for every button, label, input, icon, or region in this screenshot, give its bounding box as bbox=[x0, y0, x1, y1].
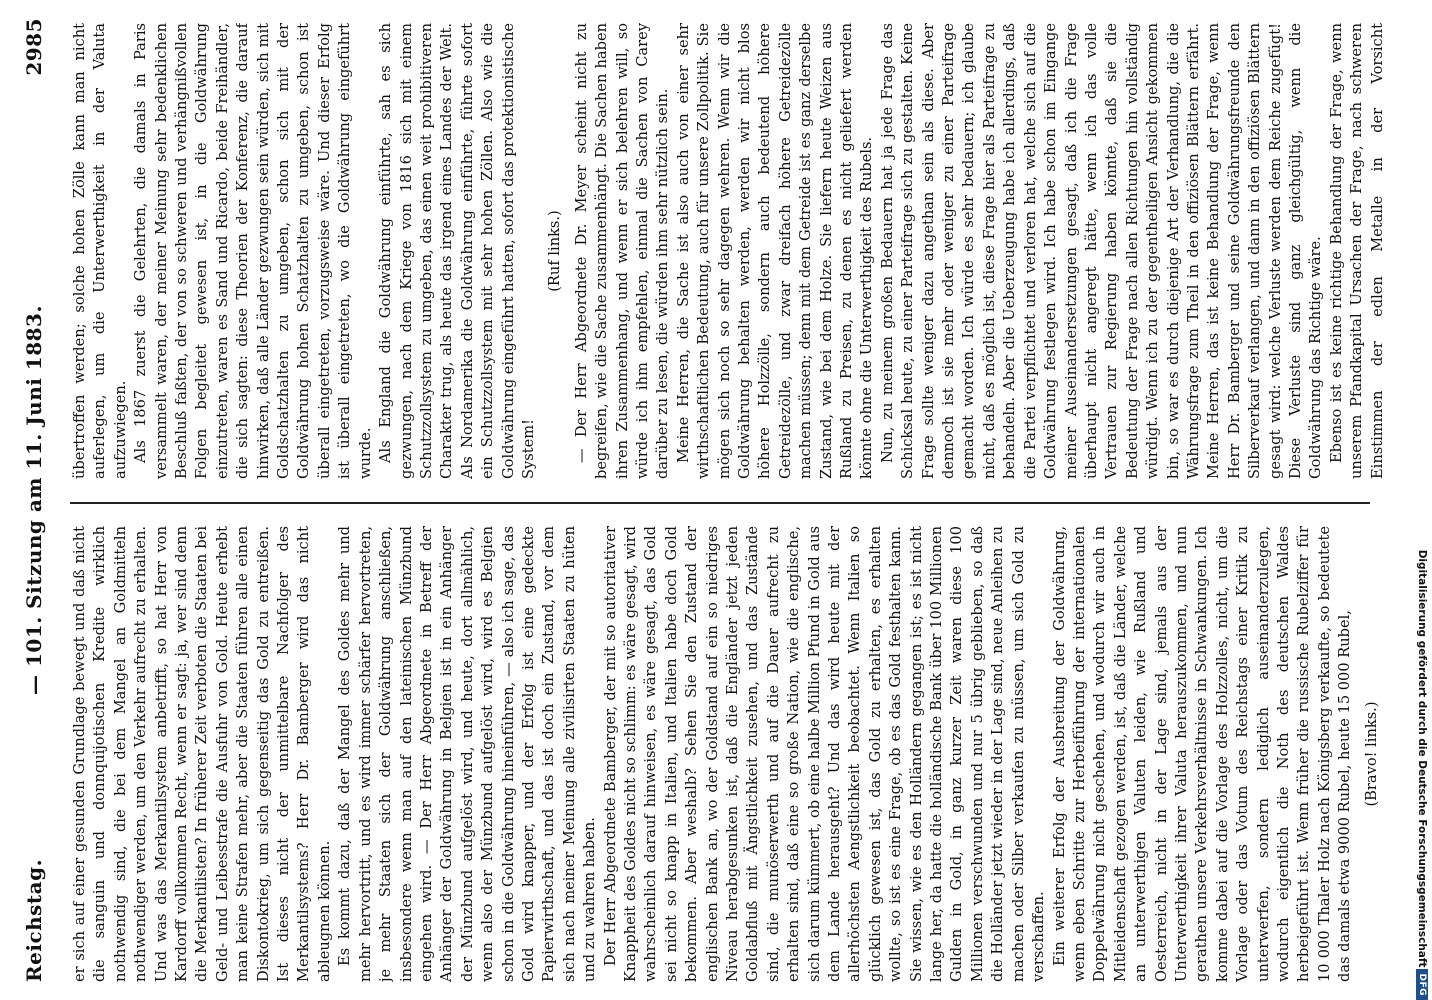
left-paragraph bbox=[1388, 526, 1390, 982]
funding-text: Digitalisierung gefördert durch die Deutsche Forschungsgemeinschaft bbox=[1416, 549, 1428, 968]
left-column bbox=[70, 526, 1390, 982]
right-interjection: (Ruf links.) bbox=[546, 210, 564, 292]
funding-banner bbox=[1412, 0, 1432, 1000]
header-title: Reichstag. bbox=[22, 858, 46, 982]
right-paragraph: Ebenso ist es keine richtige Behandlung der Frage, wenn unserem Pfandkapital Ursachen der Frage, nach schweren Einstimmen der edlen Metalle in der Vorsicht bbox=[1327, 23, 1386, 479]
right-paragraph: übertroffen werden; solche hohen Zölle kann man nicht auferlegen, um die Unterwerthigkeit in der Valuta aufzuwiegen. bbox=[71, 23, 129, 479]
right-paragraph: Als 1867 zuerst die Gelehrten, die damals in Paris versammelt waren, der meiner Meinung sehr bedenklichen Beschluß faßten, der von so schweren und verhängnißvollen Folgen begleitet gewesen ist, in die Goldwährung einzutreten, waren es Sand und Ricardo, beide Freihändler, die sich sagten: diese Theorien der Konferenz, die darauf hinwirken, daß alle Länder gezwungen sein würden, sich mit Goldschatzhalten zu umgeben, schon sich mit der Goldwährung hohen Schatzhalten zu umgeben, schon ist überall eingetreten, vorzugsweise wäre. Und dieser Erfolg ist überall eingetreten, wo die Goldwährung eingeführt wurde. bbox=[132, 23, 374, 479]
right-paragraph: Nun, zu meinem großen Bedauern hat ja jede Frage das Schicksal heute, zu einer Parteifrage sich zu gestalten. Keine Frage sollte weniger dazu angethan sein als diese. Aber dennoch ist sie mehr oder weniger zu einer Parteifrage gemacht worden. Ich würde es sehr bedauern; ich glaube nicht, daß es möglich ist, diese Frage hier als Parteifrage zu behandeln. Aber die Ueberzeugung habe ich allerdings, daß die Partei verpflichtet und verloren hat, welche sich auf die Goldwährung festlegen wird. Ich habe schon im Eingange meiner Auseinandersetzungen gesagt, daß ich die Frage überhaupt nicht angeregt hätte, wenn ich das volle Vertrauen zur Regierung haben könnte, daß sie die Bedeutung der Frage nach allen Richtungen hin vollständig würdigt. Wenn ich zu der gegentheiligen Ansicht gekommen bin, so war es durch diejenige Art der Verhandlung, die die Währungsfrage zum Theil in den offiziösen Blättern erfährt. Meine Herren, das ist keine Behandlung der Frage, wenn Herr Dr. Bamberger und seine Goldwährungsfreunde den Silberverkauf verlangen, und dann in den offiziösen Blättern gesagt wird: welche Verluste werden dem Reiche zugefügt! Diese Verluste sind ganz gleichgültig, wenn die Goldwährung das Richtige wäre. bbox=[878, 23, 1325, 479]
header-page-number: 2985 bbox=[22, 18, 46, 76]
right-paragraph: — Der Herr Abgeordnete Dr. Meyer scheint nicht zu begreifen, wie die Sache zusammenhängt. Die Sachen haben ihren Zusammenhang, und wenn er sich belehren will, so würde ich ihm empfehlen, einmal die Sachen von Carey darüber zu lesen, die würden ihm sehr nützlich sein. bbox=[572, 23, 672, 479]
page-header bbox=[22, 18, 56, 982]
left-interjection: (Bravo! links.) bbox=[1362, 701, 1380, 807]
right-paragraph: Als England die Goldwährung einführte, sah es sich gezwungen, nach dem Kriege von 1816 sich mit einem Schutzzollsystem zu umgeben, das einen weit prohibitiveren Charakter trug, als heute das irgend eines Landes der Welt. Als Nordamerika die Goldwährung einführte, führte sofort ein Schutzzollsystem mit sehr hohen Zöllen. Also wie die Goldwährung eingeführt hatten, sofort das protektionistische System! bbox=[377, 23, 537, 479]
header-session: — 101. Sitzung am 11. Juni 1883. bbox=[22, 305, 46, 695]
right-paragraph: Meine Herren, die Sache ist also auch von einer sehr wirthschaftlichen Bedeutung, auch für unsere Zollpolitik. Sie mögen sich noch so sehr dagegen wehren. Wenn wir die Goldwährung behalten werden, werden wir nicht blos höhere Holzzölle, sondern auch bedeutend höhere Getreidezölle, und zwar dreifach höhere Getreidezölle machen müssen; denn mit dem Getreide ist es ganz derselbe Zustand, wie bei dem Holze. Sie liefern heute Weizen aus Rußland zu Preisen, zu denen es nicht geliefert werden könnte ohne die Unterwerthigkeit des Rubels. bbox=[674, 23, 876, 479]
left-paragraph: Der Herr Abgeordnete Bamberger, der mit so autoritativer Knappheit des Goldes nicht so schlimm: es wäre gesagt, wird wahrscheinlich darauf hinweisen, es wäre gesagt, das Gold sei nicht so knapp in Italien, und Italien habe doch Gold bekommen. Aber weshalb? Sehen Sie den Zustand der englischen Bank an, wo der Goldstand auf ein so niedriges Niveau herabgesunken ist, daß die Engländer jetzt jeden Goldabfluß mit Ängstlichkeit zusehen, und das Zustände sind, die munöserwerth und auf die Dauer aufrecht zu erhalten sind, daß eine so große Nation, wie die englische, sich darum kümmert, ob eine halbe Million Pfund in Gold aus dem Lande herausgeht? Und das wird heute mit der allerhöchsten Aengstlichkeit beobachtet. Wenn Italien so glücklich gewesen ist, das Gold zu erhalten, es erhalten wollte, so ist es eine Frage, ob es das Gold festhalten kann. Sie wissen, wie es den Holländern gegangen ist; es ist nicht lange her, da hatte die holländische Bank über 100 Millionen Gulden in Gold, in ganz kurzer Zeit waren diese 100 Millionen verschwunden und nur 5 übrig geblieben, so daß die Holländer jetzt wieder in der Lage sind, neue Anleihen zu machen oder Silber verkaufen zu müssen, um sich Gold zu verschaffen. bbox=[601, 526, 1048, 982]
left-paragraph: Es kommt dazu, daß der Mangel des Goldes mehr und mehr hervortritt, und es wird immer schärfer hervortreten, je mehr Staaten sich der Goldwährung anschließen, insbesondere wenn man auf den lateinischen Münzbund eingehen wird. — Der Herr Abgeordnete in Betreff der Anhänger der Goldwährung in Belgien ist in ein Anhänger der Münzbund aufgelöst wird, und heute, dort allmählich, wenn also der Münzbund aufgelöst wird, wird es Belgien schon in die Goldwährung hineinführen, — also ich sage, das Gold wird knapper, und der Erfolg ist eine gedeckte Papierwirthschaft, und das ist doch ein Zustand, vor dem sich nach meiner Meinung alle zivilisirten Staaten zu hüten und zu wahren haben. bbox=[336, 526, 599, 982]
dfg-logo: DFG bbox=[1416, 969, 1428, 1000]
left-paragraph: Ein weiterer Erfolg der Ausbreitung der Goldwährung, wenn eben Schritte zur Herbeiführung der internationalen Doppelwährung nicht geschehen, und wodurch wir auch in Mitleidenschaft gezogen werden, ist, daß die Länder, welche an unterwerthigen Valuten leiden, wie Rußland und Oesterreich, nicht in der Lage sind, jemals aus der Unterwerthigkeit ihrer Valuta herauszukommen, und nun gerathen unsere Verkehrsverhältnisse in Schwankungen. Ich komme dabei auf die Vorlage des Holzzolles, nicht, um die Vorlage oder das Votum des Reichstags einer Kritik zu unterwerfen, sondern lediglich auseinanderzulegen, wodurch eigentlich die Noth des deutschen Waldes herbeigeführt ist. Wenn früher die russische Rubelziffer für 10 000 Thaler Holz nach Königsberg verkaufte, so bedeutete das damals etwa 9000 Rubel, heute 15 000 Rubel, bbox=[1050, 526, 1354, 982]
column-divider bbox=[70, 503, 1370, 505]
left-paragraph: er sich auf einer gesunden Grundlage bewegt und daß nicht die sanguin und donnquijotischen Kredite wirklich nothwendig sind, die bei dem Mangel an Goldmitteln nothwendiger werden, um den Verkehr aufrecht zu erhalten. Und was das Merkantilsystem anbetrifft, so hat Herr von Kardorff vollkommen Recht, wenn er sagt: ja, wer sind denn die Merkantilisten? In früherer Zeit verboten die Staaten bei Geld- und Leibesstrafe die Ausfuhr von Gold. Heute erhebt man keine Strafen mehr, aber die Staaten führen alle einen Diskontokrieg, um sich gegenseitig das Gold zu entreißen. Ist dieses nicht der unmittelbare Nachfolger des Merkantilsystems? Herr Dr. Bamberger wird das nicht ableugnen können. bbox=[71, 526, 333, 982]
right-column bbox=[70, 23, 1390, 479]
